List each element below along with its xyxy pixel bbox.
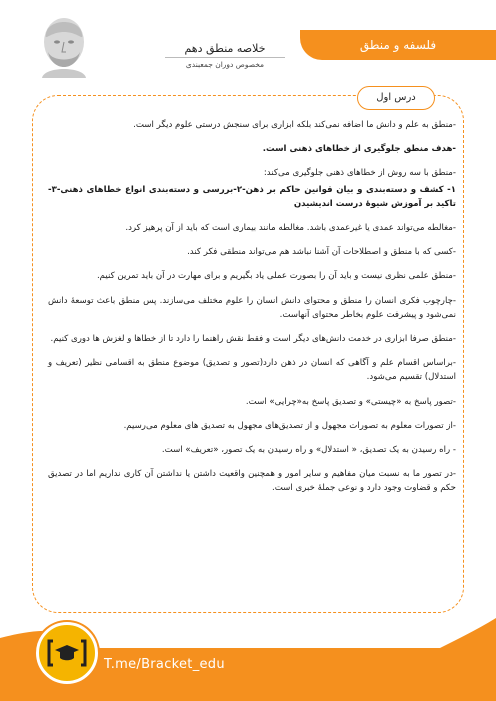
paragraph: -منطق با سه روش از خطاهای ذهنی جلوگیری می‌کند: <box>263 168 456 179</box>
paragraph: -از تصورات معلوم به تصورات مجهول و از تصدیق‌های مجهول به تصدیق های معلوم می‌رسیم. <box>123 420 456 431</box>
bracket-logo <box>36 622 98 684</box>
paragraph: -چارچوب فکری انسان را منطق و محتوای دانش انسان را علوم مختلف می‌سازند. پس منطق باعث توسعهٔ دانش نمی‌شود و پیشرفت علوم بخاطر محتوای آنهاست. <box>48 295 456 320</box>
lesson-label: درس اول <box>357 86 435 110</box>
graduation-cap-icon <box>39 625 95 681</box>
paragraph: -براساس اقسام علم و آگاهی که انسان در ذهن دارد(تصور و تصدیق) موضوع منطق به اقسامی نظیر (تعریف و استدلال) تقسیم می‌شود. <box>48 358 456 383</box>
document-title: خلاصه منطق دهم <box>184 42 266 55</box>
lesson-content <box>48 118 456 506</box>
document-subtitle: مخصوص دوران جمعبندی <box>185 60 265 69</box>
paragraph: -تصور پاسخ به «چیستی» و تصدیق پاسخ به«چرایی» است. <box>245 396 456 407</box>
philosopher-bust-image <box>34 12 94 78</box>
paragraph: ۱- کشف و دسته‌بندی و بیان قوانین حاکم بر ذهن-۲-بررسی و دسته‌بندی انواع خطاهای ذهنی-۳-تاکید بر آموزش شیوهٔ درست اندیشیدن <box>48 184 457 209</box>
paragraph: -منطق صرفا ابزاری در خدمت دانش‌های دیگر است و فقط نقش راهنما را دارد تا از خطاها و لغزش ها دوری کنیم. <box>50 334 456 345</box>
subject-tab: فلسفه و منطق <box>300 30 496 60</box>
paragraph: -منطق علمی نظری نیست و باید آن را بصورت عملی یاد بگیریم و برای مهارت در آن باید تمرین کنیم. <box>96 271 456 282</box>
paragraph: - راه رسیدن به یک تصدیق، « استدلال» و راه رسیدن به یک تصور، «تعریف» است. <box>161 445 456 456</box>
paragraph: -مغالطه می‌تواند عمدی یا غیرعمدی باشد. مغالطه مانند بیماری است که باید از آن پرهیز کرد. <box>125 223 456 234</box>
telegram-link[interactable]: T.me/Bracket_edu <box>104 657 225 672</box>
paragraph: -کسی که با منطق و اصطلاحات آن آشنا نباشد هم می‌تواند منطقی فکر کند. <box>187 247 456 258</box>
title-divider <box>165 57 285 58</box>
paragraph: -هدف منطق جلوگیری از خطاهای ذهنی است. <box>262 144 456 155</box>
paragraph: -منطق به علم و دانش ما اضافه نمی‌کند بلکه ابزاری برای سنجش درستی علوم دیگر است. <box>133 120 456 130</box>
paragraph: -در تصور ما به نسبت میان مفاهیم و سایر امور و همچنین واقعیت داشتن یا نداشتن آن کاری نداریم اما در تصدیق حکم و قضاوت وجود دارد و نوعی جملهٔ خبری است. <box>48 469 456 494</box>
